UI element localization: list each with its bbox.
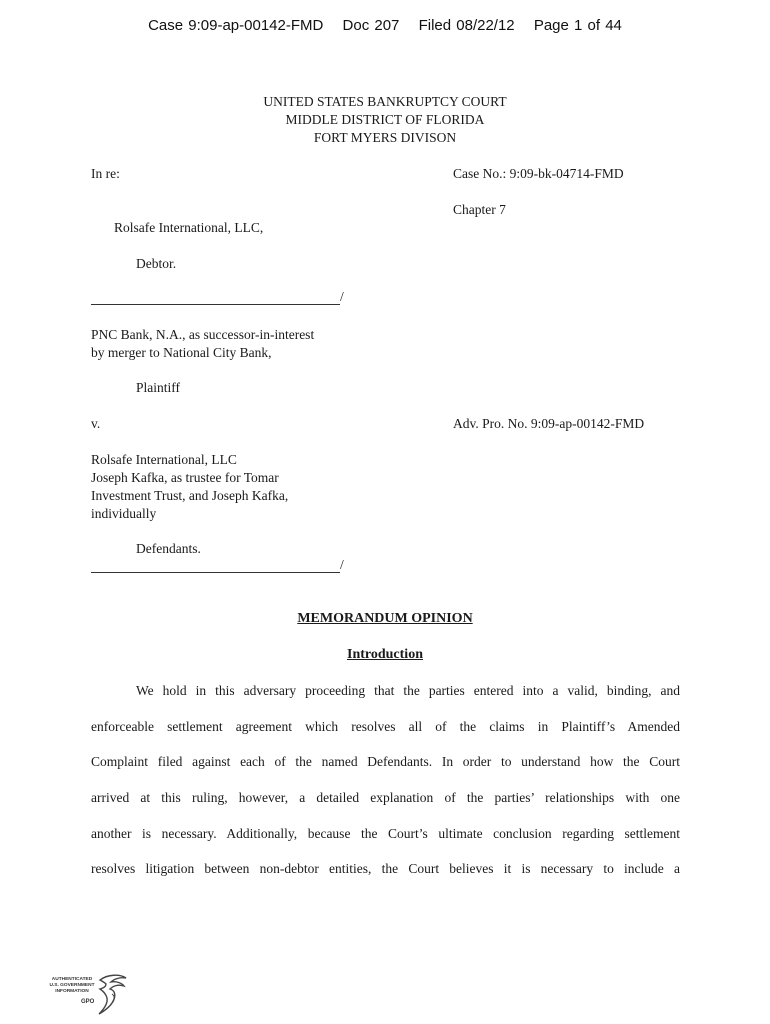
defendant-role: Defendants.	[136, 541, 201, 556]
court-line-2: MIDDLE DISTRICT OF FLORIDA	[285, 112, 485, 127]
defendant-line-1: Rolsafe International, LLC	[91, 452, 237, 467]
versus-label: v.	[91, 416, 101, 431]
court-line-1: UNITED STATES BANKRUPTCY COURT	[263, 94, 507, 109]
caption-divider-2	[91, 572, 340, 573]
gpo-label: GPO	[81, 999, 95, 1005]
case-number: Case No.: 9:09-bk-04714-FMD	[453, 166, 624, 181]
body-line: arrived at this ruling, however, a detailed explanation of the parties’ relationships with one	[91, 790, 680, 806]
in-re-label: In re:	[91, 166, 120, 181]
section-heading: Introduction	[347, 647, 423, 662]
defendant-line-4: individually	[91, 506, 157, 521]
body-line: another is necessary. Additionally, because the Court’s ultimate conclusion regarding settlement	[91, 825, 680, 841]
plaintiff-role: Plaintiff	[136, 380, 181, 395]
caption-divider-slash-1: /	[340, 289, 344, 304]
body-line: Complaint filed against each of the named Defendants. In order to understand how the Court	[91, 754, 680, 770]
debtor-name: Rolsafe International, LLC,	[114, 220, 264, 235]
adversary-proceeding-number: Adv. Pro. No. 9:09-ap-00142-FMD	[453, 416, 645, 431]
body-line: We hold in this adversary proceeding that the parties entered into a valid, binding, and	[136, 683, 680, 698]
page-indicator: Page 1 of 44	[533, 17, 622, 34]
plaintiff-line-1: PNC Bank, N.A., as successor-in-interest	[91, 327, 315, 342]
eagle-icon	[96, 972, 130, 1016]
caption-divider-1	[91, 304, 340, 305]
defendant-line-3: Investment Trust, and Joseph Kafka,	[91, 488, 289, 503]
body-paragraph	[91, 673, 680, 887]
filing-header	[0, 17, 770, 34]
debtor-role: Debtor.	[136, 256, 177, 271]
document-number: Doc 207	[342, 17, 400, 34]
case-number-header: Case 9:09-ap-00142-FMD	[148, 17, 324, 34]
defendant-line-2: Joseph Kafka, as trustee for Tomar	[91, 470, 279, 485]
filed-date: Filed 08/22/12	[418, 17, 515, 34]
body-line: resolves litigation between non-debtor entities, the Court believes it is necessary to include a	[91, 861, 680, 877]
plaintiff-line-2: by merger to National City Bank,	[91, 345, 272, 360]
caption-divider-slash-2: /	[340, 557, 344, 572]
chapter-label: Chapter 7	[453, 202, 506, 217]
body-line: enforceable settlement agreement which resolves all of the claims in Plaintiff’s Amended	[91, 718, 680, 734]
document-title: MEMORANDUM OPINION	[297, 611, 473, 626]
gpo-logo-text: AUTHENTICATED U.S. GOVERNMENT INFORMATION	[49, 977, 95, 994]
gpo-authentication-logo	[44, 972, 134, 1016]
court-name-block	[0, 93, 770, 147]
court-line-3: FORT MYERS DIVISON	[313, 130, 457, 145]
